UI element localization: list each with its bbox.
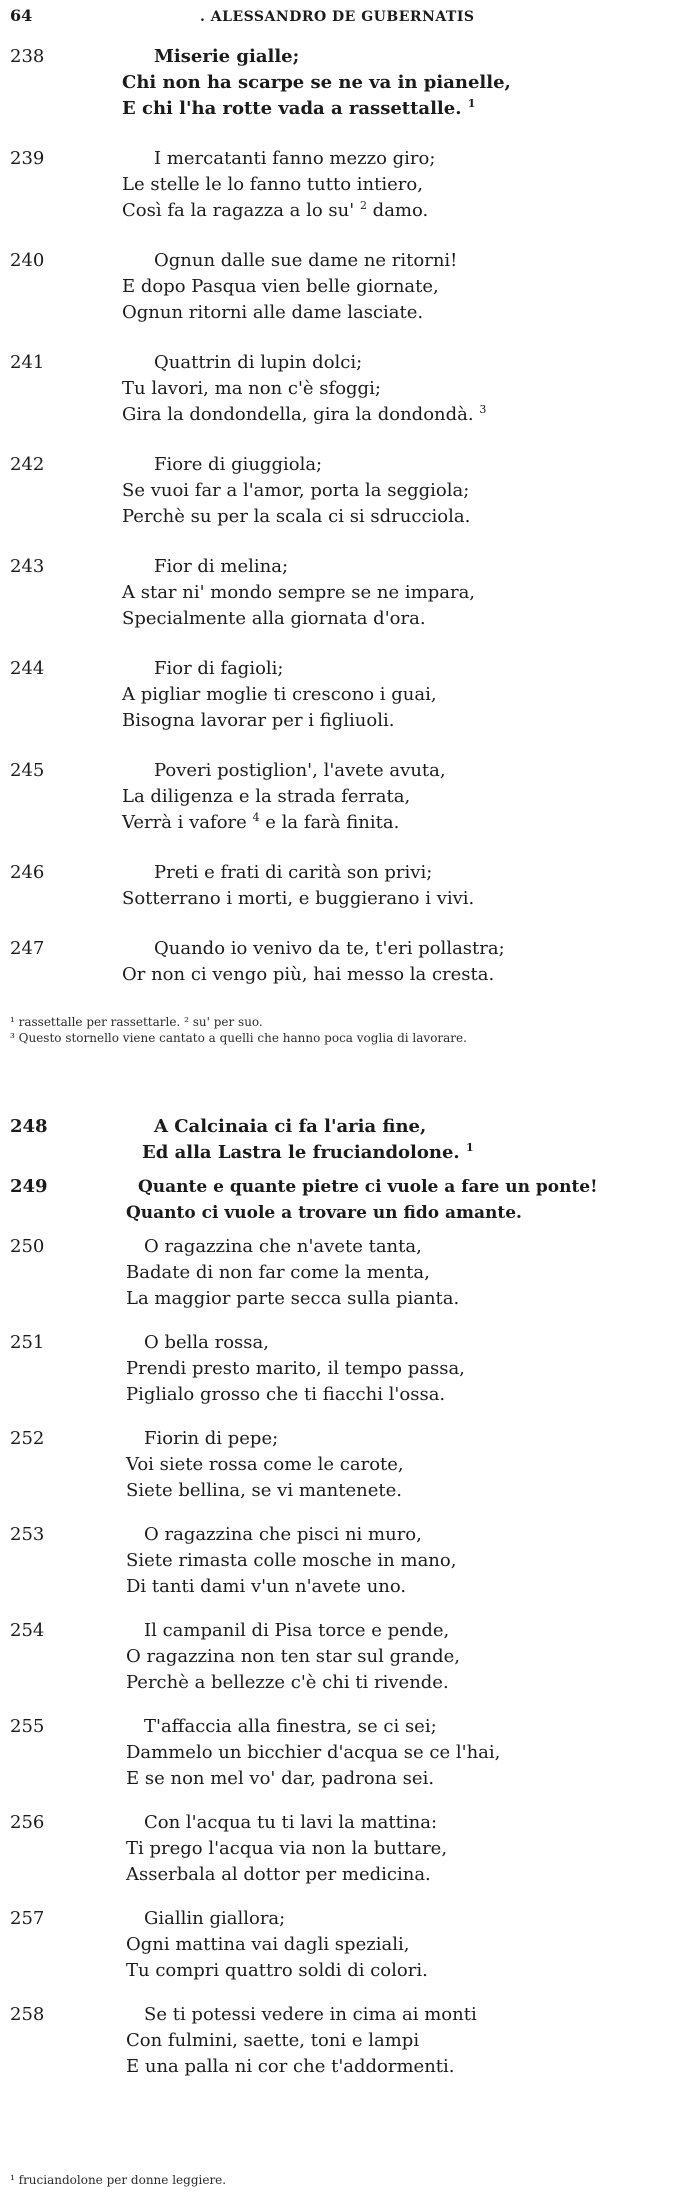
stanza-number: 255 <box>10 1716 45 1737</box>
stanza-line: Verrà i vafore $^4$ e la farà finita. <box>122 811 400 833</box>
stanza-line: E una palla ni cor che t'addormenti. <box>126 2056 455 2077</box>
stanza-line: Fior di melina; <box>154 556 289 577</box>
footnote-line: ¹ rassettalle per rassettarle. ² su' per suo. <box>10 1015 263 1029</box>
stanza-line: Ed alla Lastra le fruciandolone. $^1$ <box>142 1141 474 1163</box>
stanza-line: Di tanti dami v'un n'avete uno. <box>126 1576 407 1597</box>
footnote-ref: 3 <box>479 403 487 416</box>
stanza-line: Quattrin di lupin dolci; <box>154 352 363 373</box>
stanza-line: Con l'acqua tu ti lavi la mattina: <box>144 1812 438 1833</box>
footnote-ref: 2 <box>359 199 367 212</box>
stanza-line: O ragazzina che pisci ni muro, <box>144 1524 422 1545</box>
stanza-line: Piglialo grosso che ti fiacchi l'ossa. <box>126 1384 446 1405</box>
stanza-line: Perchè su per la scala ci si sdrucciola. <box>122 506 471 527</box>
footnote-line: ³ Questo stornello viene cantato a quelli che hanno poca voglia di lavorare. <box>10 1031 467 1045</box>
stanza-line: Ti prego l'acqua via non la buttare, <box>126 1838 448 1859</box>
stanza-number: 253 <box>10 1524 45 1545</box>
stanza-line: La maggior parte secca sulla pianta. <box>126 1288 460 1309</box>
stanza-line: Bisogna lavorar per i figliuoli. <box>122 710 395 731</box>
stanza-number: 257 <box>10 1908 45 1929</box>
stanza-line: Quanto ci vuole a trovare un fido amante. <box>126 1203 522 1223</box>
stanza-line: Se vuoi far a l'amor, porta la seggiola; <box>122 480 470 501</box>
stanza-number: 248 <box>10 1116 48 1137</box>
stanza-line: Fiorin di pepe; <box>144 1428 279 1449</box>
stanza-line: Gira la dondondella, gira la dondondà. $^3$ <box>122 403 487 425</box>
stanza-number: 238 <box>10 46 45 67</box>
stanza-number: 254 <box>10 1620 45 1641</box>
page-number: 64 <box>10 6 33 25</box>
stanza-line: Tu compri quattro soldi di colori. <box>126 1960 428 1981</box>
stanza-number: 243 <box>10 556 45 577</box>
stanza-number: 249 <box>10 1176 48 1197</box>
stanza-number: 245 <box>10 760 45 781</box>
footnote-line: ¹ fruciandolone per donne leggiere. <box>10 2173 227 2187</box>
stanza-number: 250 <box>10 1236 45 1257</box>
stanza-line: Prendi presto marito, il tempo passa, <box>126 1358 465 1379</box>
stanza-line: Ogni mattina vai dagli speziali, <box>126 1934 410 1955</box>
stanza-line: Se ti potessi vedere in cima ai monti <box>144 2004 477 2025</box>
stanza-line: E chi l'ha rotte vada a rassettalle. $^1$ <box>122 97 476 119</box>
stanza-line: Preti e frati di carità son privi; <box>154 862 433 883</box>
stanza-line: A star ni' mondo sempre se ne impara, <box>122 582 476 603</box>
stanza-line: La diligenza e la strada ferrata, <box>122 786 411 807</box>
stanza-line: Con fulmini, saette, toni e lampi <box>126 2030 420 2051</box>
stanza-line: A Calcinaia ci fa l'aria fine, <box>154 1116 427 1137</box>
stanza-number: 252 <box>10 1428 45 1449</box>
stanza-line: Il campanil di Pisa torce e pende, <box>144 1620 450 1641</box>
stanza-line: E dopo Pasqua vien belle giornate, <box>122 276 439 297</box>
stanza-number: 256 <box>10 1812 45 1833</box>
stanza-line: Voi siete rossa come le carote, <box>126 1454 404 1475</box>
stanza-line: Siete bellina, se vi mantenete. <box>126 1480 402 1501</box>
stanza-line: O ragazzina non ten star sul grande, <box>126 1646 460 1667</box>
stanza-line: Badate di non far come la menta, <box>126 1262 430 1283</box>
stanza-line: E se non mel vo' dar, padrona sei. <box>126 1768 435 1789</box>
stanza-number: 239 <box>10 148 45 169</box>
running-head: . ALESSANDRO DE GUBERNATIS <box>200 9 475 25</box>
footnote-ref: 1 <box>467 97 476 110</box>
stanza-line: T'affaccia alla finestra, se ci sei; <box>144 1716 437 1737</box>
stanza-number: 246 <box>10 862 45 883</box>
stanza-line: Fior di fagioli; <box>154 658 284 679</box>
footnote-ref: 1 <box>465 1141 474 1154</box>
stanza-line: Asserbala al dottor per medicina. <box>126 1864 431 1885</box>
stanza-number: 240 <box>10 250 45 271</box>
stanza-line: Giallin giallora; <box>144 1908 286 1929</box>
stanza-number: 241 <box>10 352 45 373</box>
stanza-line: Ognun dalle sue dame ne ritorni! <box>154 250 458 271</box>
footnote-ref: 4 <box>252 811 260 824</box>
stanza-line: Fiore di giuggiola; <box>154 454 323 475</box>
stanza-line: I mercatanti fanno mezzo giro; <box>154 148 436 169</box>
stanza-line: Or non ci vengo più, hai messo la cresta. <box>122 964 495 985</box>
stanza-line: A pigliar moglie ti crescono i guai, <box>122 684 437 705</box>
stanza-line: O ragazzina che n'avete tanta, <box>144 1236 422 1257</box>
footnotes-top <box>10 1014 660 1046</box>
stanza-line: Specialmente alla giornata d'ora. <box>122 608 426 629</box>
stanza-number: 244 <box>10 658 45 679</box>
stanza-line: Le stelle le lo fanno tutto intiero, <box>122 174 423 195</box>
stanza-line: Siete rimasta colle mosche in mano, <box>126 1550 457 1571</box>
stanza-line: Poveri postiglion', l'avete avuta, <box>154 760 446 781</box>
stanza-number: 258 <box>10 2004 45 2025</box>
stanza-line: O bella rossa, <box>144 1332 269 1353</box>
stanza-line: Chi non ha scarpe se ne va in pianelle, <box>122 72 511 93</box>
stanza-number: 251 <box>10 1332 45 1353</box>
stanza-line: Tu lavori, ma non c'è sfoggi; <box>122 378 381 399</box>
stanza-number: 242 <box>10 454 45 475</box>
stanza-line: Quante e quante pietre ci vuole a fare un ponte! <box>138 1177 598 1197</box>
stanza-number: 247 <box>10 938 45 959</box>
stanza-line: Così fa la ragazza a lo su' $^2$ damo. <box>122 199 429 221</box>
stanza-line: Perchè a bellezze c'è chi ti rivende. <box>126 1672 449 1693</box>
stanza-line: Quando io venivo da te, t'eri pollastra; <box>154 938 505 959</box>
stanza-line: Dammelo un bicchier d'acqua se ce l'hai, <box>126 1742 501 1763</box>
footnotes-bottom <box>10 2172 660 2188</box>
stanza-line: Miserie gialle; <box>154 46 300 67</box>
stanza-line: Ognun ritorni alle dame lasciate. <box>122 302 424 323</box>
page-header <box>10 6 668 32</box>
stanza-line: Sotterrano i morti, e buggierano i vivi. <box>122 888 475 909</box>
